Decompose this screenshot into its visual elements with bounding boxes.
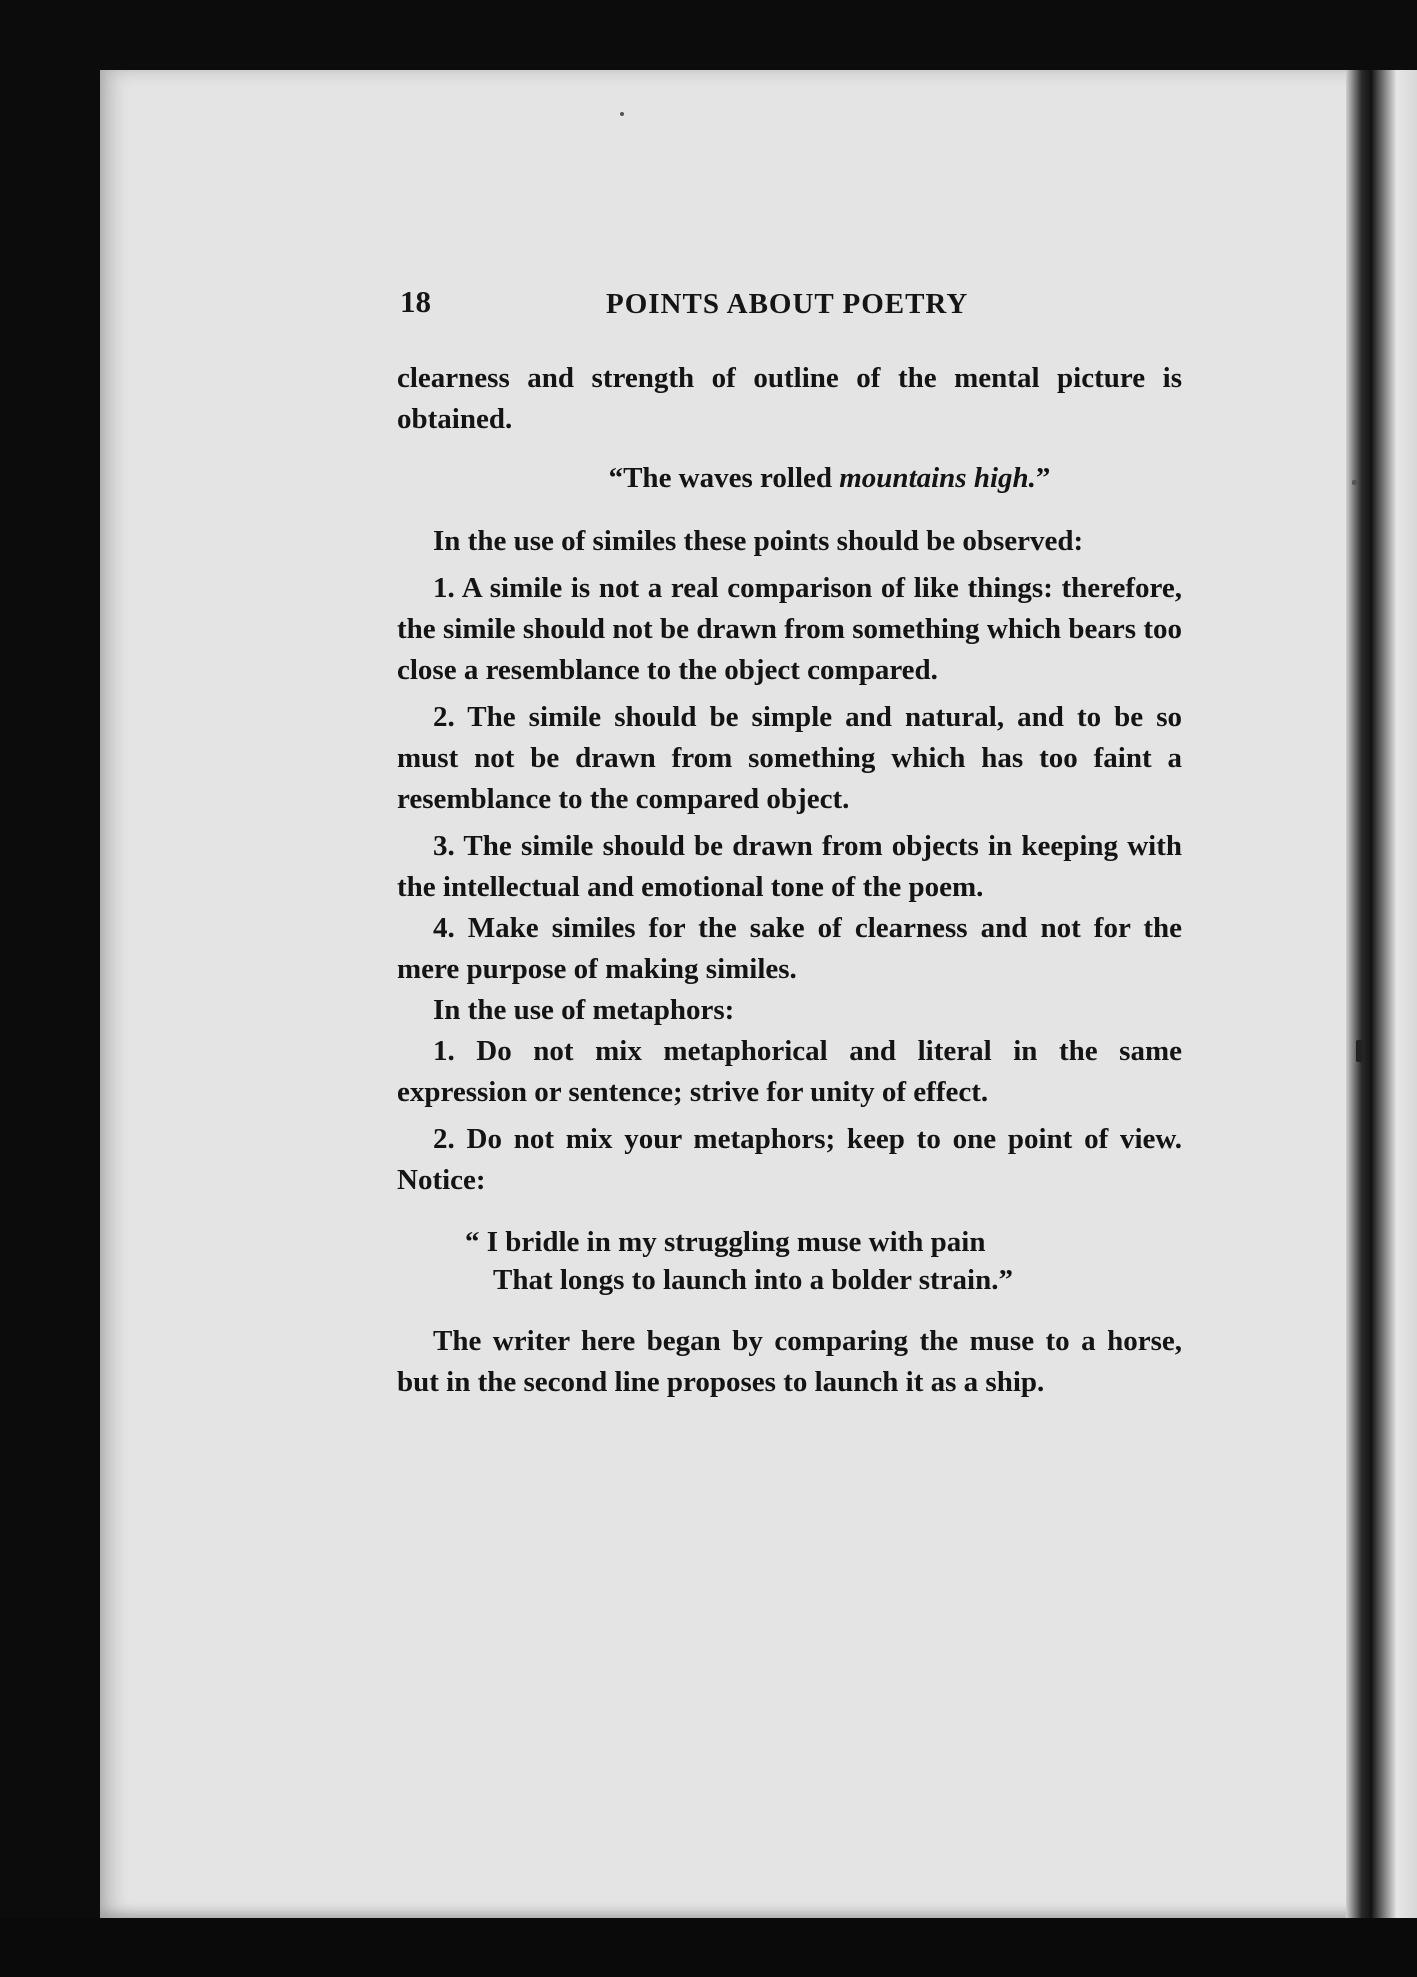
quotation-text: “The waves rolled [608, 462, 840, 494]
page-edge-shadow [1346, 70, 1372, 1918]
paragraph-similes-intro: In the use of similes these points should be observed: [433, 525, 1084, 557]
simile-rule-3: 3. The simile should be drawn from objects in keeping with the intellectual and emotional tone of the poem. [397, 830, 1182, 903]
metaphor-rule-2: 2. Do not mix your metaphors; keep to one point of view. Notice: [397, 1123, 1182, 1196]
verse-quotation [465, 1223, 1182, 1299]
page-number: 18 [400, 284, 431, 319]
verse-line: “ I bridle in my struggling muse with pain [465, 1226, 986, 1258]
simile-rule-2: 2. The simile should be simple and natural, and to be so must not be drawn from something which has too faint a resemblance to the compared object. [397, 701, 1182, 815]
scan-speck [1356, 1040, 1363, 1062]
running-title: POINTS ABOUT POETRY [606, 288, 969, 320]
scan-speck [1352, 480, 1357, 485]
running-head [400, 284, 990, 334]
paragraph-continuation: clearness and strength of outline of the mental picture is obtained. [397, 362, 1182, 435]
facing-page-edge [1372, 70, 1417, 1918]
paragraph-explanation: The writer here began by comparing the muse to a horse, but in the second line proposes to launch it as a ship. [397, 1325, 1182, 1398]
simile-rule-1: 1. A simile is not a real comparison of like things: therefore, the simile should not be drawn from something which bears too close a resemblance to the object compared. [397, 572, 1182, 686]
body-text [397, 358, 1182, 1403]
quotation-close: ” [1035, 462, 1051, 494]
scan-speck [620, 112, 624, 116]
quotation-emphasis: mountains high. [839, 462, 1036, 494]
scan-bottom-border [0, 1918, 1417, 1977]
paragraph-metaphors-intro: In the use of metaphors: [433, 994, 735, 1026]
metaphor-rule-1: 1. Do not mix metaphorical and literal in the same expression or sentence; strive for unity of effect. [397, 1035, 1182, 1108]
verse-line: That longs to launch into a bolder strain.” [493, 1264, 1013, 1296]
simile-rule-4: 4. Make similes for the sake of clearness and not for the mere purpose of making similes. [397, 912, 1182, 985]
quotation [397, 458, 1182, 499]
